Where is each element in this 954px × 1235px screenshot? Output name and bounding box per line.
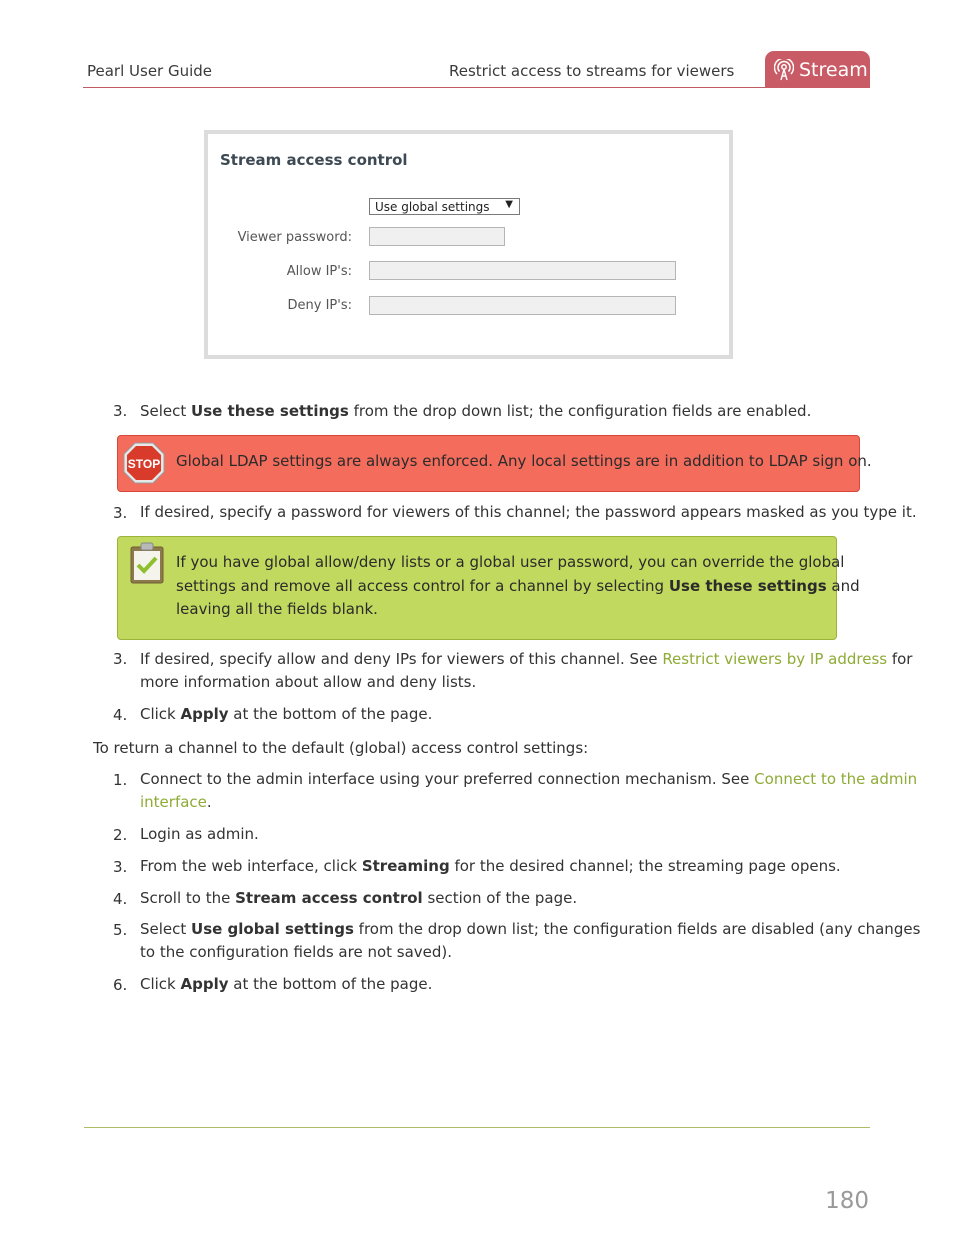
tip-callout <box>117 536 860 640</box>
step-number: 5. <box>113 921 128 939</box>
svg-text:STOP: STOP <box>127 457 161 471</box>
restrict-ip-link[interactable]: Restrict viewers by IP address <box>662 650 888 668</box>
footer-divider <box>84 1127 870 1128</box>
viewer-password-input[interactable] <box>369 227 505 246</box>
stop-sign-icon <box>122 441 166 489</box>
checklist-icon <box>128 540 166 590</box>
step-text: If desired, specify allow and deny IPs for viewers of this channel. See Restrict viewers by IP address for more information about allow and deny lists. <box>140 650 913 691</box>
step-number: 6. <box>113 976 128 994</box>
header-divider <box>83 87 765 88</box>
guide-title: Pearl User Guide <box>87 62 213 80</box>
step-number: 4. <box>113 890 128 908</box>
step-text: From the web interface, click Streaming for the desired channel; the streaming page opens. <box>140 857 841 875</box>
stream-tab-label: Stream <box>799 59 868 81</box>
warning-callout <box>117 435 872 492</box>
allow-ips-input[interactable] <box>369 261 676 280</box>
return-intro: To return a channel to the default (global) access control settings: <box>93 739 589 757</box>
step-text: Connect to the admin interface using your preferred connection mechanism. See Connect to the admin interface. <box>140 770 918 811</box>
connect-admin-link[interactable]: Connect to the admin <box>754 770 918 788</box>
step-text: Select Use global settings from the drop down list; the configuration fields are disabled (any changes to the configuration fields are not saved). <box>140 920 921 961</box>
step-text: Scroll to the Stream access control section of the page. <box>140 889 578 907</box>
step-text: Login as admin. <box>140 825 259 843</box>
allow-ips-label: Allow IP's: <box>286 264 352 279</box>
step-number: 3. <box>113 402 128 420</box>
settings-select-value: Use global settings <box>375 200 490 214</box>
stream-access-control-screenshot <box>204 130 733 359</box>
stream-tab <box>765 51 870 88</box>
step-number: 3. <box>113 858 128 876</box>
deny-ips-label: Deny IP's: <box>287 298 352 313</box>
connect-admin-link-cont[interactable]: interface <box>140 793 207 811</box>
section-title: Restrict access to streams for viewers <box>449 62 735 80</box>
step-text: Select Use these settings from the drop down list; the configuration fields are enabled. <box>140 402 812 420</box>
dropdown-arrow-icon: ▼ <box>505 199 513 210</box>
step-number: 4. <box>113 706 128 724</box>
tip-text: If you have global allow/deny lists or a global user password, you can override the global settings and remove all access control for a channel by selecting Use these settings and leaving all the fields blank. <box>176 553 860 618</box>
deny-ips-input[interactable] <box>369 296 676 315</box>
broadcast-icon <box>774 59 794 85</box>
settings-select[interactable] <box>369 198 520 215</box>
step-text: If desired, specify a password for viewers of this channel; the password appears masked as you type it. <box>140 503 917 521</box>
step-text: Click Apply at the bottom of the page. <box>140 705 433 723</box>
step-text: Click Apply at the bottom of the page. <box>140 975 433 993</box>
step-number: 2. <box>113 826 128 844</box>
step-number: 1. <box>113 771 128 789</box>
step-number: 3. <box>113 650 128 668</box>
step-number: 3. <box>113 504 128 522</box>
screenshot-title: Stream access control <box>220 151 408 169</box>
viewer-password-label: Viewer password: <box>237 230 352 245</box>
page-number: 180 <box>825 1188 869 1214</box>
warning-text: Global LDAP settings are always enforced. Any local settings are in addition to LDAP sign on. <box>176 452 872 470</box>
